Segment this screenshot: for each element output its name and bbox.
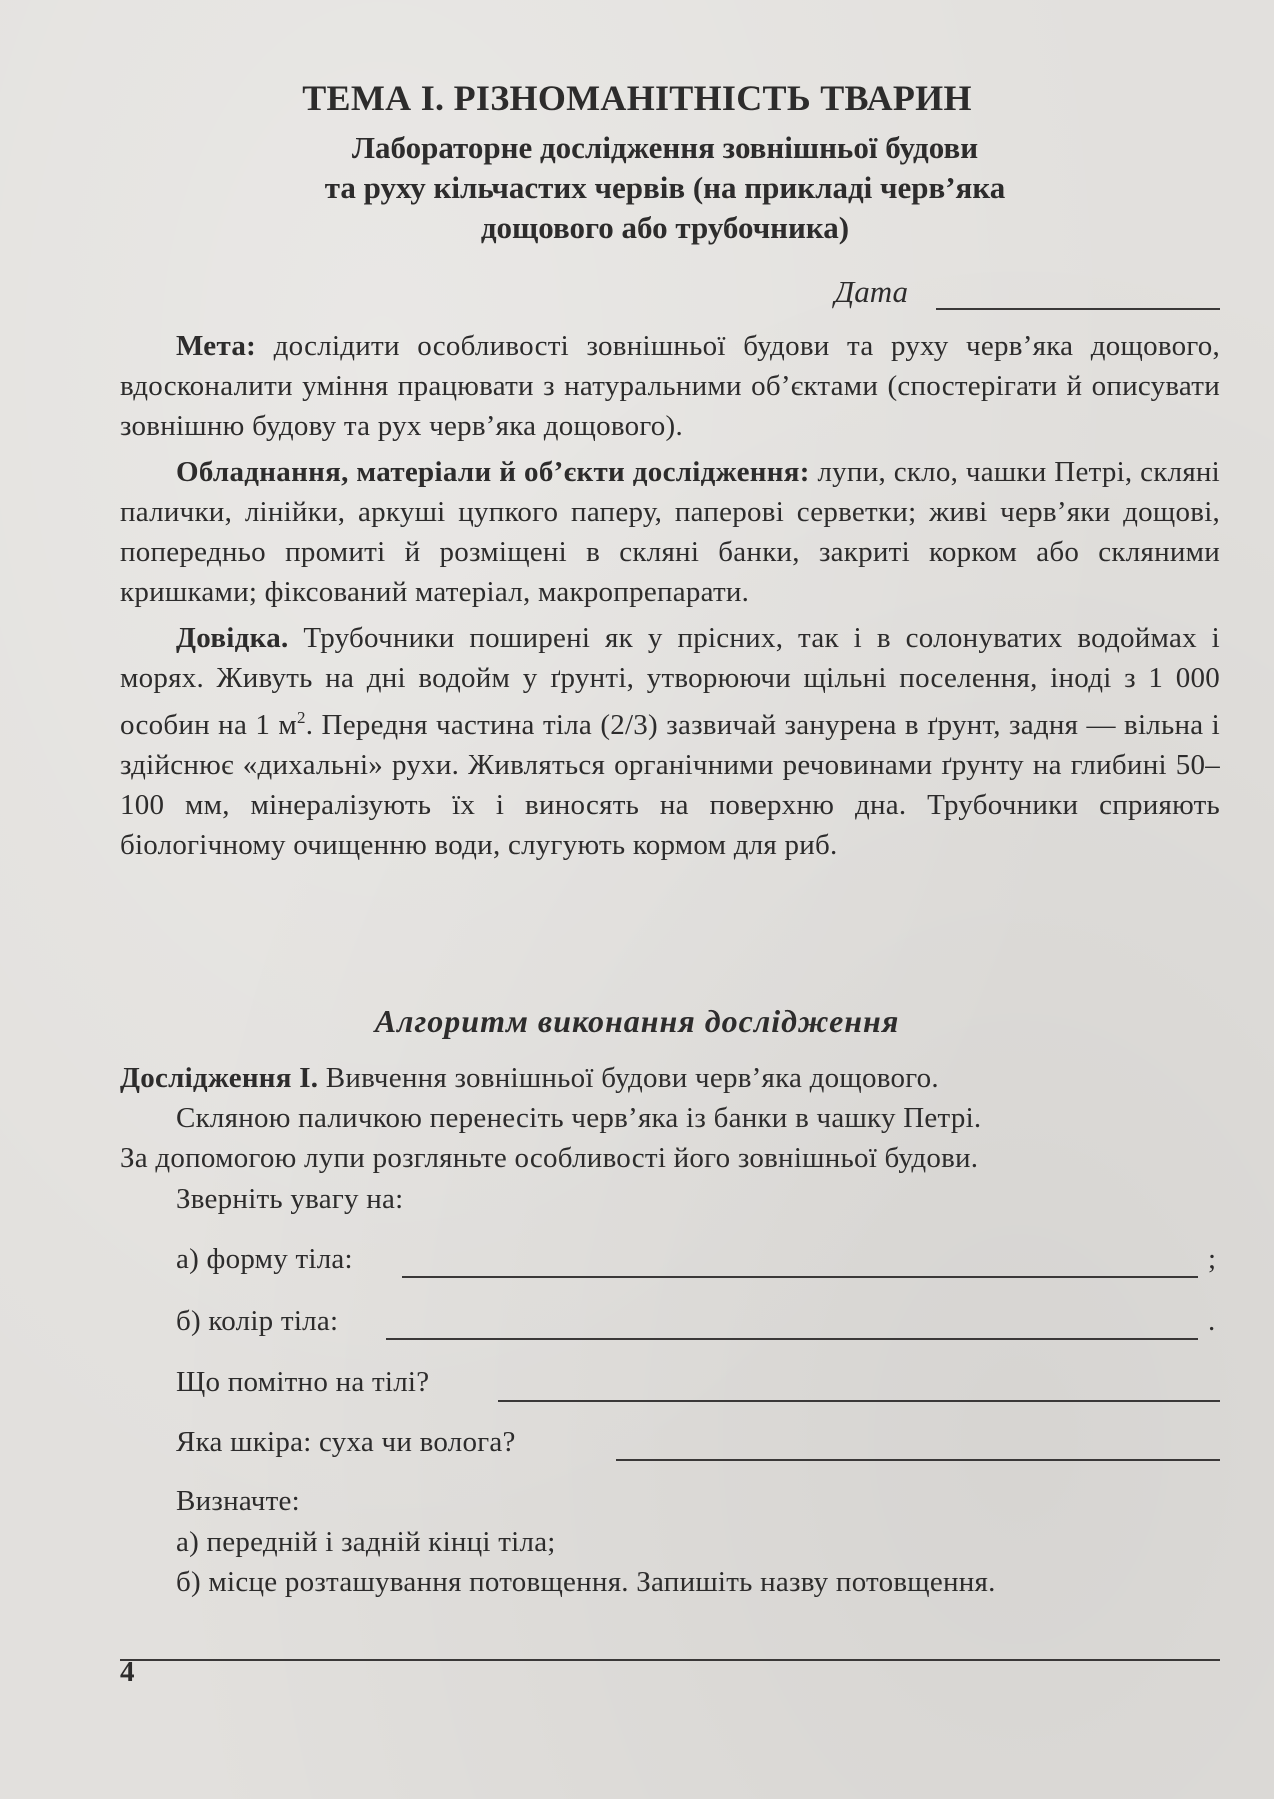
determine-label: Визначте: <box>176 1485 300 1517</box>
study-label: Дослідження I. <box>120 1062 319 1094</box>
page-number: 4 <box>120 1656 135 1688</box>
goal-label: Мета: <box>176 330 257 362</box>
question-body-visible: Що помітно на тілі? <box>176 1366 430 1398</box>
subtitle-line-2: та руху кільчастих червів (на прикладі черв’яка <box>324 170 1006 205</box>
page-title: ТЕМА І. РІЗНОМАНІТНІСТЬ ТВАРИН <box>302 78 972 118</box>
question-skin: Яка шкіра: суха чи волога? <box>176 1426 516 1458</box>
date-row <box>835 268 1221 310</box>
item-a-label: а) форму тіла: <box>176 1243 353 1275</box>
reference-text-2: . Передня частина тіла (2/3) зазвичай занурена в ґрунт, задня — вільна і здійснює «дихальні» рухи. Живляться органічними речовинами ґрунту на глибині 50–100 мм, мінералізують їх і виносять на поверхню дна. Трубочники сприяють біологічному очищенню води, слугують кормом для риб. <box>120 709 1220 861</box>
equipment-paragraph <box>120 452 1220 612</box>
determine-item-b: б) місце розташування потовщення. Запишіть назву потовщення. <box>176 1566 996 1598</box>
goal-text: дослідити особливості зовнішньої будови та руху черв’яка дощового, вдосконалити уміння працювати з натуральними об’єктами (спостерігати й описувати зовнішню будову та рух черв’яка дощового). <box>120 330 1220 442</box>
date-field[interactable] <box>936 268 1220 310</box>
instruction-line-1: Скляною паличкою перенесіть черв’яка із банки в чашку Петрі. <box>176 1102 982 1134</box>
reference-paragraph <box>120 618 1220 865</box>
item-b-period: . <box>1208 1305 1216 1337</box>
item-b-label: б) колір тіла: <box>176 1305 339 1337</box>
body-color-answer-line[interactable] <box>386 1338 1198 1340</box>
goal-paragraph <box>120 326 1220 446</box>
subtitle-line-1: Лабораторне дослідження зовнішньої будови <box>351 130 979 165</box>
determine-item-a: а) передній і задній кінці тіла; <box>176 1526 556 1558</box>
body-shape-answer-line[interactable] <box>402 1276 1198 1278</box>
reference-label: Довідка. <box>176 622 289 654</box>
intro-text <box>120 326 1220 865</box>
study-text: Вивчення зовнішньої будови черв’яка дощового. <box>318 1062 939 1094</box>
instruction-line-2: За допомогою лупи розгляньте особливості його зовнішньої будови. <box>120 1142 979 1174</box>
attention-label: Зверніть увагу на: <box>176 1183 404 1215</box>
equipment-text: лупи, скло, чашки Петрі, скляні палички, лінійки, аркуші цупкого паперу, паперові серветки; живі черв’яки дощові, попередньо промиті й розміщені в скляні банки, закриті корком або скляними кришками; фіксований матеріал, макропрепарати. <box>120 456 1220 608</box>
lab-subtitle <box>140 128 1190 248</box>
skin-answer-line[interactable] <box>616 1459 1220 1461</box>
reference-superscript: 2 <box>297 708 306 727</box>
study-heading <box>120 1058 939 1098</box>
subtitle-line-3: дощового або трубочника) <box>480 210 850 245</box>
thickening-answer-line[interactable] <box>120 1659 1220 1661</box>
equipment-label: Обладнання, матеріали й об’єкти дослідження: <box>176 456 810 488</box>
item-a-semicolon: ; <box>1208 1243 1217 1275</box>
reference-text-1: Трубочники поширені як у прісних, так і в солонуватих водоймах і морях. Живуть на дні водойм у ґрунті, утворюючи щільні поселення, іноді з 1 000 особин на 1 м <box>120 622 1220 741</box>
date-label: Дата <box>834 274 908 309</box>
algorithm-title: Алгоритм виконання дослідження <box>374 1003 900 1039</box>
body-visible-answer-line[interactable] <box>498 1400 1220 1402</box>
